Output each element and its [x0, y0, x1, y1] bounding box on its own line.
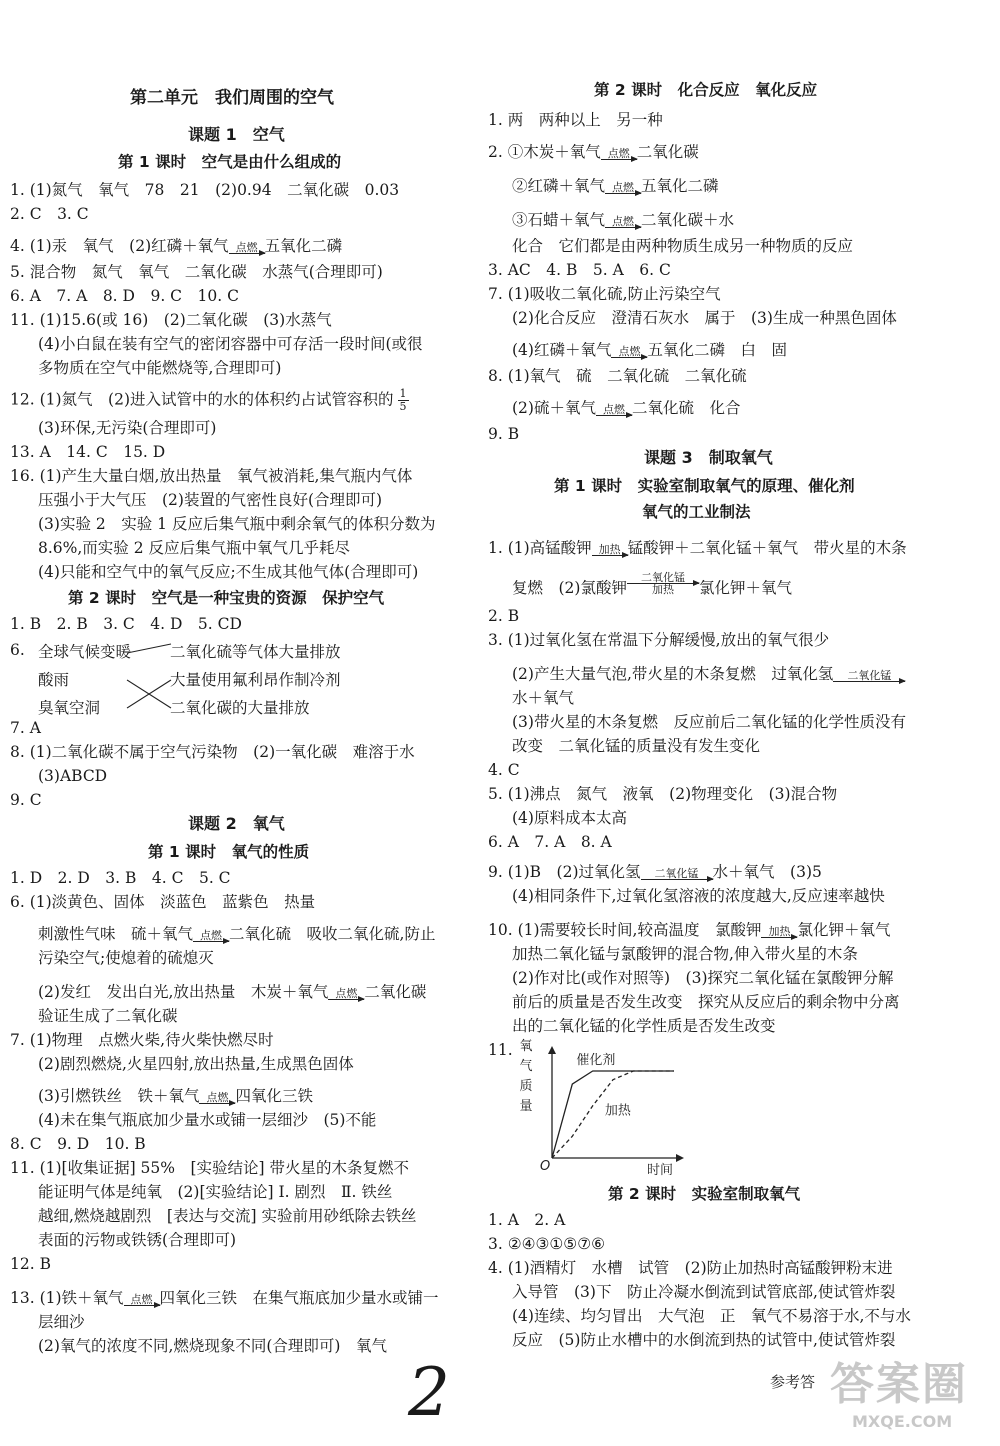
answer-line: 能证明气体是纯氧 (2)[实验结论] Ⅰ. 剧烈 Ⅱ. 铁丝: [38, 1183, 393, 1201]
answer-line: 验证生成了二氧化碳: [38, 1007, 178, 1025]
reaction-arrow: 点燃: [229, 242, 265, 254]
fraction: $\frac{1}{5}$: [399, 387, 407, 413]
answer-line: 12. B: [10, 1255, 51, 1273]
reaction-arrow: 点燃: [605, 182, 641, 194]
answer-line: (2)剧烈燃烧,火星四射,放出热量,生成黑色固体: [38, 1055, 354, 1073]
answer-line: 11. (1)15.6(或 16) (2)二氧化碳 (3)水蒸气: [10, 311, 332, 329]
answer-line: (2)产生大量气泡,带火星的木条复燃 过氧化氢 二氧化锰: [512, 664, 905, 684]
answer-line: (2)发红 发出白光,放出热量 木炭＋氧气 点燃 二氧化碳: [38, 983, 427, 1001]
answer-line: 5. (1)沸点 氮气 液氧 (2)物理变化 (3)混合物: [488, 785, 838, 803]
match-line: [127, 644, 171, 653]
answer-line: 化合 它们都是由两种物质生成另一种物质的反应: [512, 237, 854, 255]
answer-line: 改变 二氧化锰的质量没有发生变化: [512, 737, 761, 755]
answer-line: 4. (1)酒精灯 水槽 试管 (2)防止加热时高锰酸钾粉末进: [488, 1259, 893, 1277]
reaction-arrow: 点燃: [193, 930, 229, 942]
question-number: 6.: [10, 641, 25, 659]
answer-line: 8. (1)氧气 硫 二氧化硫 二氧化硫: [488, 367, 747, 385]
match-left-item: 酸雨: [38, 671, 70, 689]
answer-line: 反应 (5)防止水槽中的水倒流到热的试管中,使试管炸裂: [512, 1331, 896, 1349]
reaction-arrow: 点燃: [199, 1092, 235, 1104]
series-label: 加热: [604, 1103, 631, 1119]
answer-line: 9. (1)B (2)过氧化氢 二氧化锰 水＋氧气 (3)5: [488, 863, 822, 881]
y-axis-arrowhead: [548, 1046, 556, 1054]
answer-line: 表面的污物或铁锈(合理即可): [38, 1231, 237, 1249]
answer-line: 多物质在空气中能燃烧等,合理即可): [38, 359, 282, 377]
answer-line: 3. (1)过氧化氢在常温下分解缓慢,放出的氧气很少: [488, 631, 830, 649]
reaction-arrow: 点燃: [605, 216, 641, 228]
answer-line: 前后的质量是否发生改变 探究从反应后的剩余物中分离: [512, 993, 900, 1011]
reaction-arrow: 二氧化锰: [641, 868, 713, 880]
x-axis-arrowhead: [676, 1154, 684, 1162]
answer-line: 8. C 9. D 10. B: [10, 1135, 146, 1153]
y-axis-label-char: 量: [519, 1099, 533, 1114]
answer-line: 4. C: [488, 761, 520, 779]
answer-line: (4)连续、均匀冒出 大气泡 正 氧气不易溶于水,不与水: [512, 1307, 911, 1325]
topic1-title: 课题 1 空气: [188, 125, 285, 144]
answer-line: 1. 两 两种以上 另一种: [488, 111, 663, 129]
lesson-title: 第 2 课时 实验室制取氧气: [608, 1185, 801, 1203]
x-axis-label: 时间: [646, 1163, 674, 1176]
answer-line: 6. A 7. A 8. A: [488, 833, 612, 851]
topic2-title: 课题 2 氧气: [188, 814, 285, 833]
answer-line: 9. C: [10, 791, 42, 809]
answer-line: 7. (1)物理 点燃火柴,待火柴快燃尽时: [10, 1031, 274, 1049]
answer-line: 入导管 (3)下 防止冷凝水倒流到试管底部,使试管炸裂: [512, 1283, 896, 1301]
answer-line: 越细,燃烧越剧烈 [表达与交流] 实验前用砂纸除去铁丝: [38, 1207, 417, 1225]
match-right-item: 大量使用氟利昂作制冷剂: [170, 671, 341, 689]
watermark-logo: [830, 1360, 990, 1430]
answer-line: (2)氧气的浓度不同,燃烧现象不同(合理即可) 氧气: [38, 1337, 387, 1355]
answer-line: 6. (1)淡黄色、固体 淡蓝色 蓝紫色 热量: [10, 893, 316, 911]
answer-line: 3. ②④③①⑤⑦⑥: [488, 1235, 605, 1253]
topic3-title: 课题 3 制取氧气: [644, 448, 773, 467]
answer-line: (4)相同条件下,过氧化氢溶液的浓度越大,反应速率越快: [512, 887, 885, 905]
answer-line: (3)引燃铁丝 铁＋氧气 点燃 四氧化三铁: [38, 1087, 313, 1105]
answer-line: 1. B 2. B 3. C 4. D 5. CD: [10, 615, 242, 633]
reaction-arrow: 加热: [761, 926, 797, 938]
answer-line: (4)只能和空气中的氧气反应;不生成其他气体(合理即可): [38, 563, 419, 581]
watermark-text: 答案圈: [830, 1359, 968, 1410]
unit-title: 第二单元 我们周围的空气: [130, 88, 334, 108]
y-axis-label-char: 氧: [519, 1039, 533, 1054]
answer-line: (2)化合反应 澄清石灰水 属于 (3)生成一种黑色固体: [512, 309, 897, 327]
answer-line: 2. B: [488, 607, 520, 625]
answer-line: 8.6%,而实验 2 反应后集气瓶中氧气几乎耗尽: [38, 539, 351, 557]
answer-line: (4)原料成本太高: [512, 809, 627, 827]
lesson-title: 第 1 课时 氧气的性质: [148, 843, 310, 861]
matching-lines: [125, 640, 175, 720]
answer-line: 压强小于大气压 (2)装置的气密性良好(合理即可): [38, 491, 383, 509]
reaction-arrow: 二氧化锰: [833, 670, 905, 682]
handwritten-page-number: 2: [408, 1354, 450, 1431]
answer-line: 4. (1)汞 氧气 (2)红磷＋氧气 点燃 五氧化二磷: [10, 237, 343, 255]
answer-line: (3)实验 2 实验 1 反应后集气瓶中剩余氧气的体积分数为: [38, 515, 436, 533]
oxygen-mass-chart: [512, 1036, 702, 1176]
answer-line: 刺激性气味 硫＋氧气 点燃 二氧化硫 吸收二氧化硫,防止: [38, 925, 436, 943]
answer-line: 16. (1)产生大量白烟,放出热量 氧气被消耗,集气瓶内气体: [10, 467, 413, 485]
lesson-title: 第 2 课时 空气是一种宝贵的资源 保护空气: [68, 589, 385, 607]
answer-line: (2)作对比(或作对照等) (3)探究二氧化锰在氯酸钾分解: [512, 969, 894, 987]
origin-label: O: [540, 1159, 551, 1174]
answer-line: (4)未在集气瓶底加少量水或铺一层细沙 (5)不能: [38, 1111, 377, 1129]
answer-line: 13. (1)铁＋氧气 点燃 四氧化三铁 在集气瓶底加少量水或铺一: [10, 1289, 439, 1307]
answer-line: 污染空气;使熄着的硫熄灭: [38, 949, 214, 967]
answer-line: 5. 混合物 氮气 氧气 二氧化碳 水蒸气(合理即可): [10, 263, 383, 281]
footer-reference-label: 参考答: [770, 1373, 816, 1391]
reaction-arrow: 点燃: [596, 404, 632, 416]
answer-line: (2)硫＋氧气 点燃 二氧化硫 化合: [512, 399, 741, 417]
series-label: 催化剂: [576, 1053, 616, 1069]
match-left-item: 全球气候变暖: [38, 643, 132, 661]
answer-line: (3)带火星的木条复燃 反应前后二氧化锰的化学性质没有: [512, 713, 906, 731]
reaction-arrow: 点燃: [611, 346, 647, 358]
question-number: 11.: [488, 1041, 513, 1059]
reaction-arrow: 点燃: [601, 148, 637, 160]
answer-line: 11. (1)[收集证据] 55% [实验结论] 带火星的木条复燃不: [10, 1159, 410, 1177]
answer-line: 13. A 14. C 15. D: [10, 443, 166, 461]
match-right-item: 二氧化硫等气体大量排放: [170, 643, 341, 661]
answer-line: 复燃 (2)氯酸钾 二氧化锰 加热 氯化钾＋氧气: [512, 571, 792, 597]
answer-line: 7. (1)吸收二氧化硫,防止污染空气: [488, 285, 721, 303]
answer-line: 2. C 3. C: [10, 205, 89, 223]
answer-line: 加热二氧化锰与氯酸钾的混合物,伸入带火星的木条: [512, 945, 858, 963]
answer-line: 1. (1)氮气 氧气 78 21 (2)0.94 二氧化碳 0.03: [10, 181, 400, 199]
answer-line: 层细沙: [38, 1313, 85, 1331]
answer-line: (4)小白鼠在装有空气的密闭容器中可存活一段时间(或很: [38, 335, 423, 353]
answer-line: 出的二氧化锰的化学性质是否发生改变: [512, 1017, 776, 1035]
answer-line: (4)红磷＋氧气 点燃 五氧化二磷 白 固: [512, 341, 787, 359]
answer-line: 6. A 7. A 8. D 9. C 10. C: [10, 287, 239, 305]
answer-line: ③石蜡＋氧气 点燃 二氧化碳＋水: [512, 211, 735, 229]
answer-line: 12. (1)氮气 (2)进入试管中的水的体积约占试管容积的 $\frac{1}{5}$: [10, 387, 407, 413]
answer-line: 水＋氧气: [512, 689, 575, 707]
lesson-title: 第 2 课时 化合反应 氧化反应: [594, 81, 818, 99]
lesson-title-cont: 氧气的工业制法: [642, 503, 751, 521]
match-left-item: 臭氧空洞: [38, 699, 101, 717]
reaction-arrow: 点燃: [328, 988, 364, 1000]
lesson-title: 第 1 课时 空气是由什么组成的: [118, 153, 342, 171]
answer-line: 10. (1)需要较长时间,较高温度 氯酸钾 加热 氯化钾＋氧气: [488, 921, 891, 939]
match-right-item: 二氧化碳的大量排放: [170, 699, 310, 717]
y-axis-label-char: 质: [519, 1079, 533, 1094]
reaction-arrow: 二氧化锰 加热: [627, 572, 699, 596]
watermark-url: MXQE.COM: [852, 1412, 953, 1431]
answer-line: 3. AC 4. B 5. A 6. C: [488, 261, 671, 279]
answer-line: (3)ABCD: [38, 767, 108, 785]
answer-line: 9. B: [488, 425, 520, 443]
reaction-arrow: 加热: [592, 544, 628, 556]
answer-line: 1. A 2. A: [488, 1211, 566, 1229]
y-axis-label-char: 气: [519, 1059, 533, 1074]
answer-line: 1. D 2. D 3. B 4. C 5. C: [10, 869, 231, 887]
answer-line: ②红磷＋氧气 点燃 五氧化二磷: [512, 177, 719, 195]
answer-line: 7. A: [10, 719, 41, 737]
reaction-arrow: 点燃: [124, 1294, 160, 1306]
answer-line: 8. (1)二氧化碳不属于空气污染物 (2)一氧化碳 难溶于水: [10, 743, 415, 761]
answer-line: 2. ①木炭＋氧气 点燃 二氧化碳: [488, 143, 699, 161]
lesson-title: 第 1 课时 实验室制取氧气的原理、催化剂: [554, 477, 855, 495]
answer-line: (3)环保,无污染(合理即可): [38, 419, 217, 437]
answer-line: 1. (1)高锰酸钾 加热 锰酸钾＋二氧化锰＋氧气 带火星的木条: [488, 539, 907, 557]
